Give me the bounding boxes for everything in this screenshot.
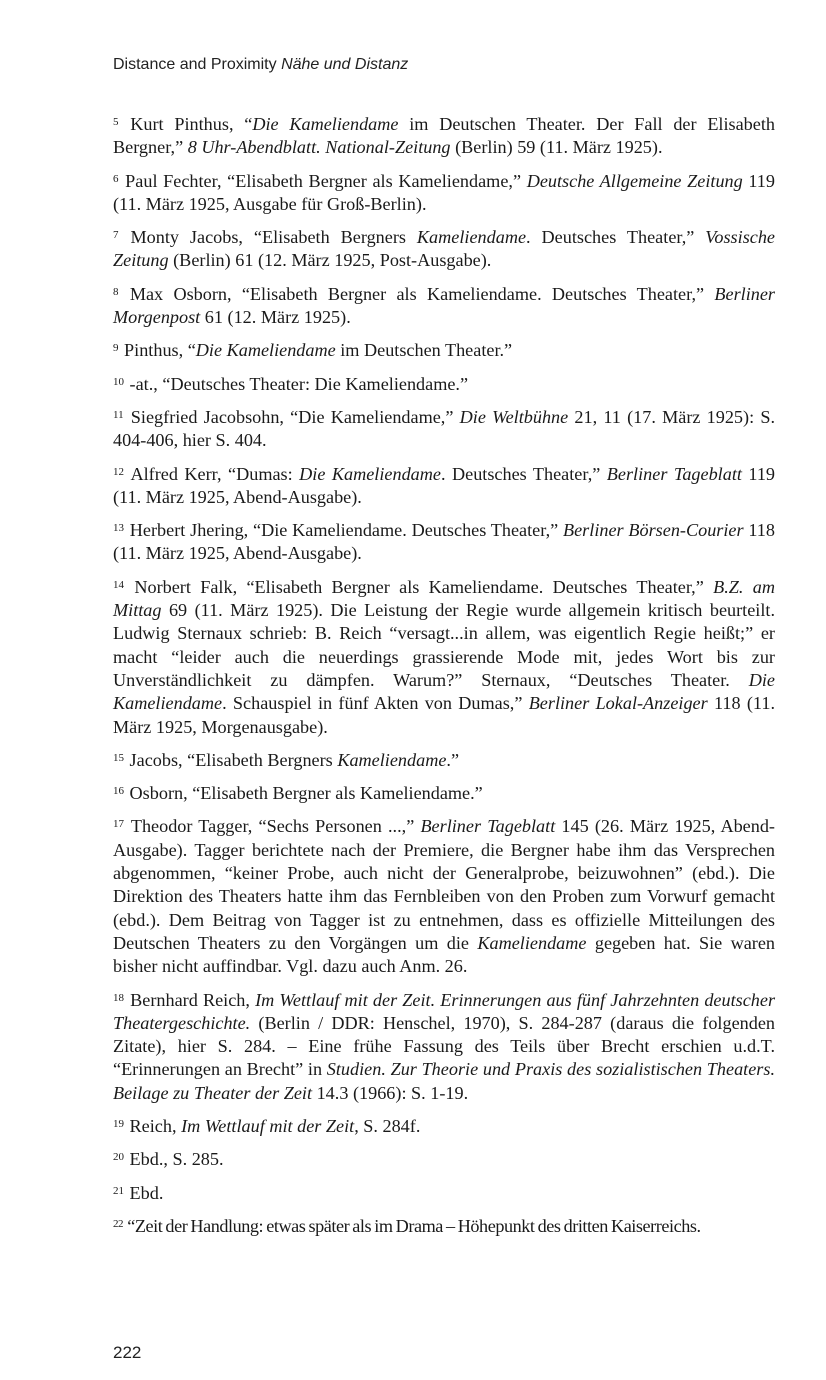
footnote-12 — [113, 463, 775, 510]
footnote-text: Ebd., S. 285. — [129, 1149, 224, 1170]
footnote-number: 19 — [113, 1117, 124, 1130]
footnote-21 — [113, 1182, 775, 1205]
footnote-number: 8 — [113, 285, 119, 298]
footnote-18 — [113, 989, 775, 1105]
footnote-text: “Zeit der Handlung: etwas später als im Drama – Höhepunkt des dritten Kaiserreichs. — [127, 1215, 701, 1236]
footnote-italic-text: Kameliendame — [477, 932, 587, 953]
footnote-number: 10 — [113, 375, 124, 388]
footnote-italic-text: Kameliendame — [337, 749, 447, 770]
footnote-number: 17 — [113, 818, 124, 831]
footnote-italic-text: Vossische Zeitung — [113, 227, 776, 271]
running-header-title: Distance and Proximity — [113, 56, 282, 73]
footnote-italic-text: Die Kameliendame — [195, 340, 336, 361]
footnote-17 — [113, 815, 775, 978]
footnote-italic-text: Deutsche Allgemeine Zeitung — [526, 170, 743, 191]
footnote-7 — [113, 226, 775, 273]
footnote-22 — [113, 1215, 775, 1238]
page-number: 222 — [113, 1343, 142, 1362]
running-header — [113, 56, 408, 74]
footnote-number: 18 — [113, 991, 124, 1004]
footnote-number: 7 — [113, 229, 119, 242]
footnote-text: . Deutsches Theater,” — [526, 227, 706, 248]
footnote-text: 119 (11. März 1925, Ausgabe für Groß-Berlin). — [113, 170, 775, 214]
footnote-text: Osborn, “Elisabeth Bergner als Kameliendame.” — [129, 783, 483, 804]
footnote-number: 6 — [113, 172, 119, 185]
footnote-text: Theodor Tagger, “Sechs Personen ...,” — [130, 816, 421, 837]
footnote-text: Alfred Kerr, “Dumas: — [130, 463, 300, 484]
footnote-text: (Berlin) 61 (12. März 1925, Post-Ausgabe). — [168, 250, 492, 271]
footnote-number: 21 — [113, 1184, 124, 1197]
footnote-text: , S. 284f. — [354, 1115, 421, 1136]
footnote-text: .” — [446, 749, 460, 770]
footnote-19 — [113, 1115, 775, 1138]
footnote-italic-text: Die Kameliendame — [252, 114, 399, 134]
footnote-text: Monty Jacobs, “Elisabeth Bergners — [130, 227, 417, 248]
footnote-13 — [113, 519, 775, 566]
footnote-text: (Berlin / DDR: Henschel, 1970), S. 284-287 (daraus die folgenden Zitate), hier S. 284. – Eine frühe Fassung des Teils über Brecht erschien u.d.T. “Erinnerungen an Brecht” in — [113, 1012, 775, 1080]
footnote-8 — [113, 283, 775, 330]
footnote-number: 15 — [113, 751, 124, 764]
footnote-15 — [113, 749, 775, 772]
footnote-5 — [113, 113, 775, 160]
footnote-text: Siegfried Jacobsohn, “Die Kameliendame,” — [130, 406, 460, 427]
footnote-text: gegeben hat. Sie waren bisher nicht auffindbar. Vgl. dazu auch Anm. 26. — [113, 932, 775, 977]
footnotes-list — [113, 113, 775, 1248]
footnote-italic-text: Berliner Tageblatt — [606, 463, 742, 484]
footnote-italic-text: Im Wettlauf mit der Zeit — [181, 1115, 355, 1136]
footnote-text: im Deutschen Theater. Der Fall der Elisabeth Bergner,” — [113, 114, 775, 158]
footnote-text: . Deutsches Theater,” — [440, 463, 607, 484]
footnote-text: -at., “Deutsches Theater: Die Kameliendame.” — [129, 373, 469, 394]
footnote-text: 69 (11. März 1925). Die Leistung der Regie wurde allgemein kritisch beurteilt. Ludwig Sternaux schrieb: B. Reich “versagt...in allem, was eigentlich Regie heißt;” er macht “leider auch die neuerdings grassierende Mode mit, jedes Wort bis zur Unverständlichkeit zu dämpfen. Warum?” Sternaux, “Deutsches Theater. — [113, 600, 775, 690]
footnote-text: Pinthus, “ — [124, 340, 196, 361]
footnote-number: 11 — [113, 408, 124, 421]
footnote-italic-text: B.Z. am Mittag — [113, 576, 776, 621]
footnote-number: 12 — [113, 465, 124, 478]
footnote-14 — [113, 576, 775, 739]
footnote-italic-text: Die Weltbühne — [459, 406, 569, 427]
footnote-number: 9 — [113, 342, 119, 355]
footnote-text: 21, 11 (17. März 1925): S. 404-406, hier S. 404. — [113, 406, 775, 451]
footnote-text: im Deutschen Theater.” — [335, 340, 513, 361]
footnote-number: 20 — [113, 1151, 124, 1164]
footnote-text: 14.3 (1966): S. 1-19. — [312, 1082, 469, 1103]
footnote-text: . Schauspiel in fünf Akten von Dumas,” — [222, 693, 529, 714]
footnote-text: 61 (12. März 1925). — [200, 307, 351, 328]
footnote-italic-text: 8 Uhr-Abendblatt. National-Zeitung — [187, 137, 451, 158]
footnote-text: 119 (11. März 1925, Abend-Ausgabe). — [113, 463, 776, 507]
footnote-italic-text: Berliner Morgenpost — [113, 283, 776, 328]
running-header-title-italic: Nähe und Distanz — [281, 56, 409, 73]
footnote-number: 22 — [113, 1217, 124, 1230]
footnote-text: Max Osborn, “Elisabeth Bergner als Kameliendame. Deutsches Theater,” — [129, 283, 715, 304]
footnote-italic-text: Kameliendame — [416, 227, 527, 248]
footnote-italic-text: Die Kameliendame — [299, 463, 441, 484]
footnote-text: 145 (26. März 1925, Abend-Ausgabe). Tagger berichtete nach der Premiere, die Bergner habe ihm das Versprechen abgenommen, “keiner Probe, auch nicht der Generalprobe, beizuwohnen” (ebd.). Die Direktion des Theaters hatte ihm das Fernbleiben von den Proben zum Vorwurf gemacht (ebd.). Dem Beitrag von Tagger ist zu entnehmen, dass es offizielle Mitteilungen des Deutschen Theaters zu den Vorgängen um die — [113, 816, 775, 953]
footnote-text: Ebd. — [129, 1182, 164, 1203]
footnote-text: Bernhard Reich, — [130, 989, 256, 1010]
footnote-italic-text: Berliner Börsen-Courier — [563, 520, 744, 541]
footnote-text: Norbert Falk, “Elisabeth Bergner als Kameliendame. Deutsches Theater,” — [134, 576, 714, 597]
footnote-italic-text: Im Wettlauf mit der Zeit. Erinnerungen aus fünf Jahrzehnten deutscher Theatergeschichte. — [113, 989, 776, 1033]
footnote-text: Paul Fechter, “Elisabeth Bergner als Kameliendame,” — [125, 170, 527, 191]
footnote-text: 118 (11. März 1925, Abend-Ausgabe). — [113, 520, 775, 564]
footnote-9 — [113, 339, 775, 362]
footnote-italic-text: Berliner Lokal-Anzeiger — [528, 693, 708, 714]
footnote-number: 13 — [113, 522, 124, 535]
footnote-number: 14 — [113, 578, 124, 591]
footnote-italic-text: Berliner Tageblatt — [420, 816, 556, 837]
footnote-10 — [113, 373, 775, 396]
footnote-number: 16 — [113, 785, 124, 798]
footnote-text: 118 (11. März 1925, Morgenausgabe). — [113, 693, 775, 737]
footnote-text: Reich, — [129, 1115, 182, 1136]
footnote-20 — [113, 1148, 775, 1171]
footnote-number: 5 — [113, 116, 119, 128]
footnote-6 — [113, 170, 775, 217]
footnote-16 — [113, 782, 775, 805]
footnote-italic-text: Studien. Zur Theorie und Praxis des sozialistischen Theaters. Beilage zu Theater der Zeit — [113, 1059, 776, 1103]
footnote-text: (Berlin) 59 (11. März 1925). — [450, 137, 663, 158]
footnote-text: Jacobs, “Elisabeth Bergners — [129, 749, 338, 770]
footnote-italic-text: Die Kameliendame — [113, 669, 775, 714]
footnote-11 — [113, 406, 775, 453]
footnote-text: Herbert Jhering, “Die Kameliendame. Deutsches Theater,” — [129, 520, 563, 541]
footnote-text: Kurt Pinthus, “ — [130, 114, 253, 134]
